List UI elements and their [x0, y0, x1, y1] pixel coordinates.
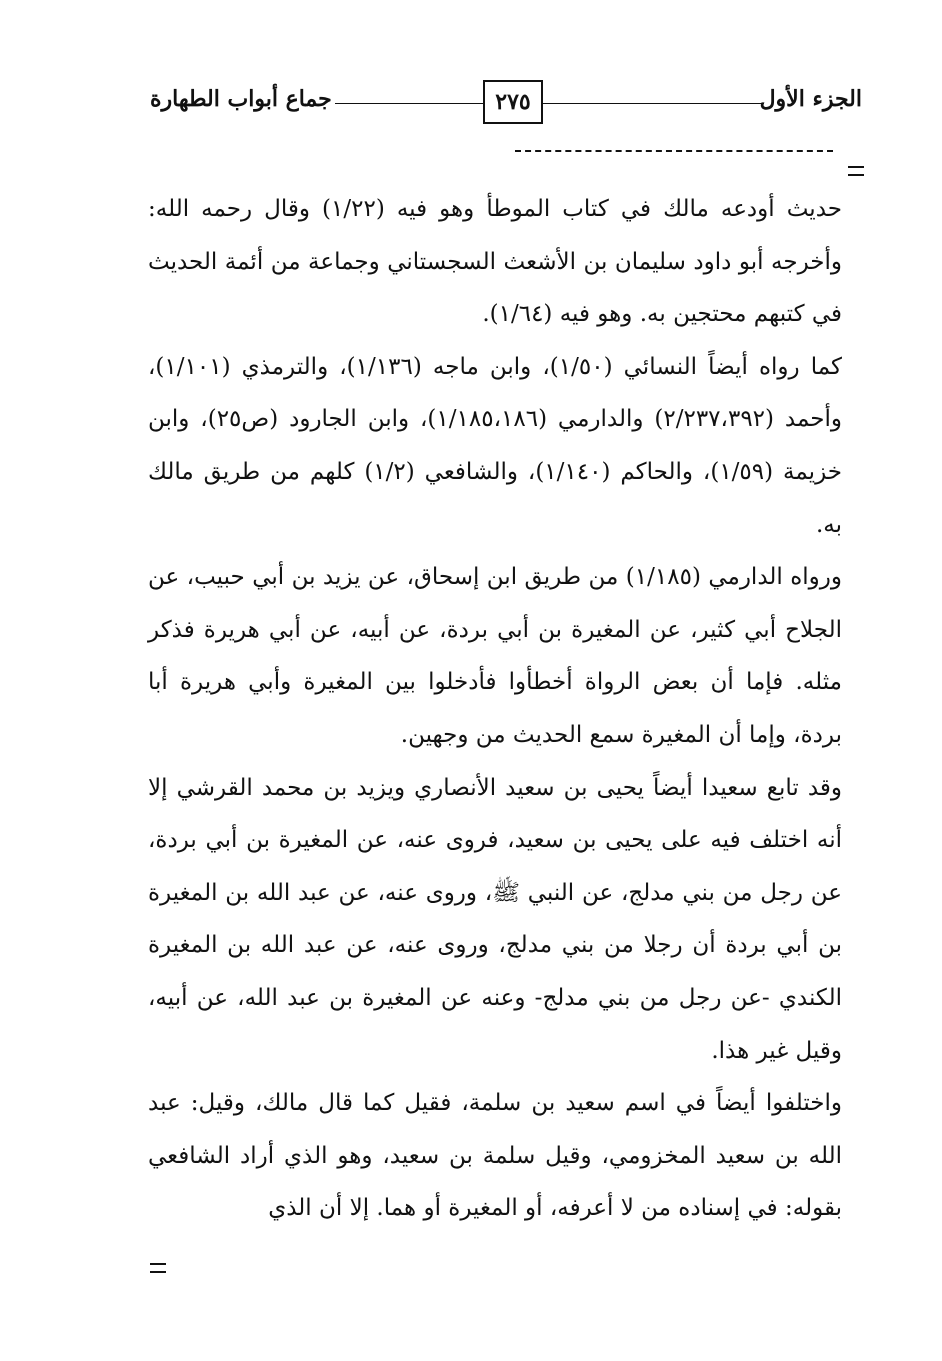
paragraph: كما رواه أيضاً النسائي (١/٥٠)، وابن ماجه (١/١٣٦)، والترمذي (١/١٠١)، وأحمد (٢/٢٣٧،٣٩٢) والدارمي (١/١٨٥،١٨٦)، وابن الجارود (ص٢٥)، وابن خزيمة (١/٥٩)، والحاكم (١/١٤٠)، والشافعي (١/٢) كلهم من طريق مالك به.: [148, 353, 842, 538]
paragraph: واختلفوا أيضاً في اسم سعيد بن سلمة، فقيل كما قال مالك، وقيل: عبد الله بن سعيد المخزومي، وقيل سلمة بن سعيد، وهو الذي أراد الشافعي بقوله: في إسناده من لا أعرفه، أو المغيرة أو هما. إلا أن الذي: [148, 1090, 842, 1222]
footnote-separator: [515, 150, 833, 152]
volume-label: الجزء الأول: [759, 86, 862, 112]
chapter-title: جماع أبواب الطهارة: [150, 86, 332, 112]
running-header: [150, 80, 862, 124]
continuation-mark-bottom: [150, 1263, 166, 1273]
paragraph: وقد تابع سعيدا أيضاً يحيى بن سعيد الأنصاري ويزيد بن محمد القرشي إلا أنه اختلف فيه على يحيى بن سعيد، فروى عنه، عن المغيرة بن أبي بردة، عن رجل من بني مدلج، عن النبي ﷺ، وروى عنه، عن عبد الله بن المغيرة بن أبي بردة أن رجلا من بني مدلج، وروى عنه، عن عبد الله بن المغيرة الكندي -عن رجل من بني مدلج- وعنه عن المغيرة بن عبد الله، عن أبيه، وقيل غير هذا.: [148, 774, 842, 1064]
header-rule-right: [542, 103, 764, 104]
footnote-text: [148, 183, 842, 1235]
paragraph: حديث أودعه مالك في كتاب الموطأ وهو فيه (١/٢٢) وقال رحمه الله: وأخرجه أبو داود سليمان بن الأشعث السجستاني وجماعة من أئمة الحديث في كتبهم محتجين به. وهو فيه (١/٦٤).: [148, 196, 842, 328]
continuation-mark-top: [848, 166, 864, 176]
page-number: ٢٧٥: [483, 80, 543, 124]
paragraph: ورواه الدارمي (١/١٨٥) من طريق ابن إسحاق، عن يزيد بن أبي حبيب، عن الجلاح أبي كثير، عن المغيرة بن أبي بردة، عن أبيه، عن أبي هريرة فذكر مثله. فإما أن بعض الرواة أخطأوا فأدخلوا بين المغيرة وأبي هريرة أبا بردة، وإما أن المغيرة سمع الحديث من وجهين.: [148, 564, 842, 748]
